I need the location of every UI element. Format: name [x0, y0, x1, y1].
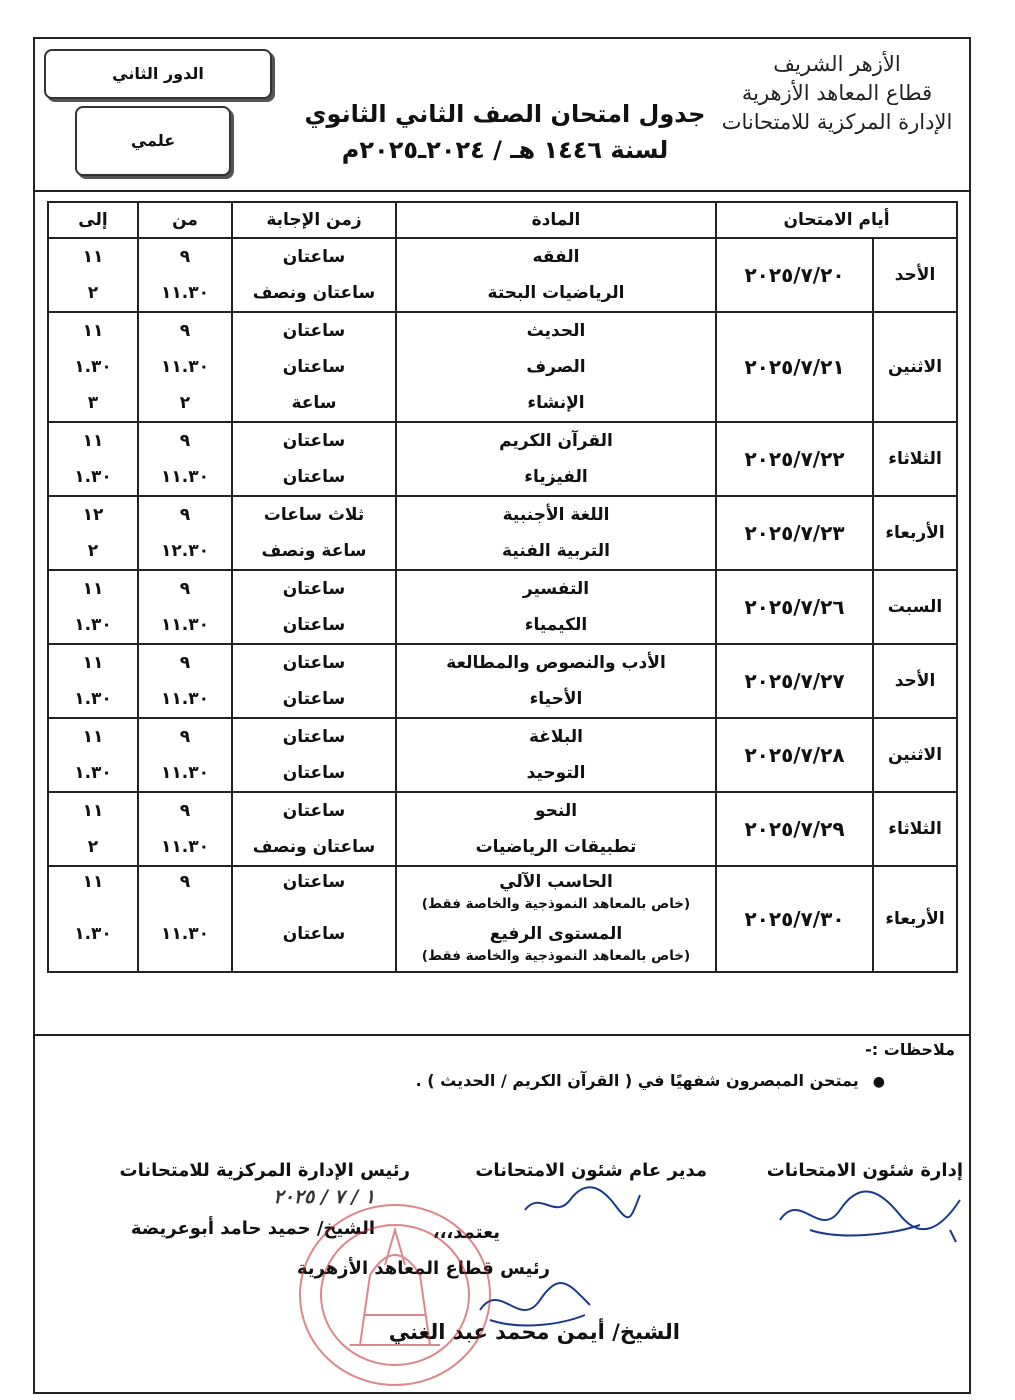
to-line [49, 497, 137, 533]
subject-list [397, 313, 715, 421]
subject-value: الأحياء [529, 689, 583, 709]
from-value: ١١.٣٠ [161, 689, 209, 709]
from-cell [138, 422, 232, 496]
to-line [49, 459, 137, 495]
subject-value: القرآن الكريم [499, 431, 613, 451]
duration-list [233, 497, 395, 569]
day-cell: الأحد [873, 238, 957, 312]
to-line [49, 681, 137, 717]
date-cell: ٢٠٢٥/٧/٢٨ [716, 718, 873, 792]
subject-value: المستوى الرفيع [489, 924, 623, 944]
note-item [416, 1071, 885, 1090]
to-cell [48, 496, 138, 570]
from-line [139, 385, 231, 421]
to-list [49, 645, 137, 717]
from-list [139, 571, 231, 643]
subject-cell [396, 570, 716, 644]
duration-list [233, 239, 395, 311]
to-line [49, 313, 137, 349]
duration-line [233, 793, 395, 829]
sig-exam-affairs: إدارة شئون الامتحانات [766, 1160, 963, 1181]
subject-line [397, 719, 715, 755]
from-cell [138, 644, 232, 718]
duration-value: ساعتان [282, 615, 346, 635]
to-line [49, 423, 137, 459]
to-value: ١١ [82, 653, 104, 673]
to-value: ٣ [87, 393, 99, 413]
duration-value: ساعتان [282, 431, 346, 451]
subject-value: التفسير [522, 579, 590, 599]
subject-value: الإنشاء [527, 393, 585, 413]
subject-line [397, 571, 715, 607]
from-list [139, 645, 231, 717]
to-cell [48, 718, 138, 792]
to-line [49, 239, 137, 275]
duration-value: ساعتان [282, 467, 346, 487]
subject-line [397, 607, 715, 643]
day-cell: الأربعاء [873, 496, 957, 570]
subject-value: تطبيقات الرياضيات [475, 837, 637, 857]
from-list [139, 239, 231, 311]
to-value: ١.٣٠ [74, 615, 112, 635]
subject-note: (خاص بالمعاهد النموذجية والخاصة فقط) [421, 948, 691, 964]
to-list [49, 239, 137, 311]
duration-line [233, 349, 395, 385]
to-cell [48, 644, 138, 718]
duration-line [233, 239, 395, 275]
from-value: ١١.٣٠ [161, 924, 209, 944]
duration-line [233, 275, 395, 311]
from-value: ١١.٣٠ [161, 763, 209, 783]
subject-line [397, 459, 715, 495]
subject-line [397, 385, 715, 421]
date-cell: ٢٠٢٥/٧/٢٩ [716, 792, 873, 866]
from-value: ١٢.٣٠ [161, 541, 209, 561]
subject-line [397, 239, 715, 275]
to-line [49, 349, 137, 385]
table-row [48, 644, 957, 718]
duration-line [233, 867, 395, 919]
to-list [49, 313, 137, 421]
from-list [139, 867, 231, 971]
header-duration: زمن الإجابة [232, 202, 396, 238]
subject-line [397, 645, 715, 681]
duration-line [233, 385, 395, 421]
academic-year: لسنة ١٤٤٦ هـ / ٢٠٢٤ـ٢٠٢٥م [341, 136, 669, 164]
duration-list [233, 793, 395, 865]
header-divider [33, 190, 971, 192]
duration-list [233, 423, 395, 495]
from-line [139, 239, 231, 275]
round-box [44, 49, 272, 99]
duration-value: ساعتان [282, 727, 346, 747]
from-line [139, 607, 231, 643]
from-value: ١١.٣٠ [161, 615, 209, 635]
sig-sector-head-title: رئيس قطاع المعاهد الأزهرية [296, 1258, 550, 1279]
date-cell: ٢٠٢٥/٧/٢٧ [716, 644, 873, 718]
sig-approve-word: يعتمد،،، [432, 1222, 500, 1243]
notes-section [416, 1040, 955, 1090]
from-list [139, 497, 231, 569]
duration-line [233, 497, 395, 533]
date-cell: ٢٠٢٥/٧/٢٦ [716, 570, 873, 644]
date-cell: ٢٠٢٥/٧/٢٠ [716, 238, 873, 312]
from-value: ٩ [179, 505, 191, 525]
table-row [48, 792, 957, 866]
duration-line [233, 919, 395, 971]
to-line [49, 571, 137, 607]
to-value: ٢ [87, 541, 99, 561]
duration-value: ساعتان [282, 924, 346, 944]
subject-list [397, 645, 715, 717]
from-value: ٩ [179, 653, 191, 673]
from-line [139, 755, 231, 791]
to-list [49, 571, 137, 643]
from-line [139, 793, 231, 829]
table-row [48, 422, 957, 496]
subject-value: اللغة الأجنبية [502, 505, 610, 525]
to-list [49, 793, 137, 865]
subject-value: الرياضيات البحتة [487, 283, 625, 303]
to-value: ١١ [82, 247, 104, 267]
to-value: ٢ [87, 837, 99, 857]
to-value: ١.٣٠ [74, 924, 112, 944]
to-line [49, 867, 137, 919]
to-line [49, 719, 137, 755]
to-value: ٢ [87, 283, 99, 303]
duration-cell [232, 312, 396, 422]
from-line [139, 497, 231, 533]
subject-value: الأدب والنصوص والمطالعة [446, 653, 666, 673]
sig-central-head-name: الشيخ/ حميد حامد أبوعريضة [130, 1218, 375, 1239]
to-line [49, 919, 137, 971]
footer-divider [33, 1034, 971, 1036]
subject-line [397, 313, 715, 349]
duration-value: ساعتان [282, 321, 346, 341]
duration-value: ساعتان [282, 689, 346, 709]
note-text: يمتحن المبصرون شفهيًا في ( القرآن الكريم / الحديث ) . [415, 1071, 859, 1090]
notes-title: ملاحظات :- [865, 1040, 955, 1059]
from-line [139, 275, 231, 311]
subject-list [397, 423, 715, 495]
from-value: ٩ [179, 872, 191, 892]
subject-line [397, 867, 715, 919]
to-value: ١١ [82, 801, 104, 821]
subject-value: النحو [534, 801, 578, 821]
duration-cell [232, 422, 396, 496]
track-label: علمي [130, 131, 176, 150]
header-subject: المادة [396, 202, 716, 238]
from-value: ٩ [179, 431, 191, 451]
to-list [49, 867, 137, 971]
duration-cell [232, 718, 396, 792]
to-cell [48, 238, 138, 312]
from-list [139, 793, 231, 865]
to-list [49, 423, 137, 495]
table-row [48, 238, 957, 312]
from-value: ٩ [179, 727, 191, 747]
date-cell: ٢٠٢٥/٧/٢١ [716, 312, 873, 422]
duration-line [233, 645, 395, 681]
signature-scribble-2 [515, 1180, 645, 1230]
subject-value: التوحيد [526, 763, 586, 783]
from-value: ٩ [179, 579, 191, 599]
from-list [139, 719, 231, 791]
date-cell: ٢٠٢٥/٧/٣٠ [716, 866, 873, 972]
duration-value: ثلاث ساعات [263, 505, 365, 525]
to-cell [48, 866, 138, 972]
from-cell [138, 312, 232, 422]
subject-line [397, 919, 715, 971]
from-cell [138, 866, 232, 972]
table-row [48, 496, 957, 570]
from-line [139, 423, 231, 459]
from-line [139, 829, 231, 865]
to-line [49, 755, 137, 791]
subject-value: التربية الفنية [502, 541, 610, 561]
subject-list [397, 867, 715, 971]
to-line [49, 275, 137, 311]
duration-list [233, 313, 395, 421]
duration-line [233, 459, 395, 495]
from-line [139, 459, 231, 495]
to-value: ١.٣٠ [74, 689, 112, 709]
day-cell: الأحد [873, 644, 957, 718]
date-cell: ٢٠٢٥/٧/٢٣ [716, 496, 873, 570]
duration-cell [232, 792, 396, 866]
duration-line [233, 829, 395, 865]
duration-value: ساعتان ونصف [252, 283, 376, 303]
subject-value: الفقه [532, 247, 580, 267]
to-value: ١١ [82, 872, 104, 892]
duration-value: ساعتان [282, 801, 346, 821]
duration-value: ساعة ونصف [261, 541, 367, 561]
table-header-row [48, 202, 957, 238]
from-line [139, 349, 231, 385]
duration-line [233, 681, 395, 717]
subject-cell [396, 644, 716, 718]
duration-cell [232, 644, 396, 718]
header-to: إلى [48, 202, 138, 238]
round-label: الدور الثاني [112, 64, 204, 83]
duration-list [233, 719, 395, 791]
org-line-1: الأزهر الشريف [773, 52, 901, 76]
from-line [139, 313, 231, 349]
subject-cell [396, 718, 716, 792]
from-value: ١١.٣٠ [161, 357, 209, 377]
to-value: ١١ [82, 727, 104, 747]
table-row [48, 570, 957, 644]
subject-list [397, 497, 715, 569]
subject-list [397, 719, 715, 791]
subject-line [397, 681, 715, 717]
to-line [49, 829, 137, 865]
track-box [75, 106, 231, 176]
duration-line [233, 533, 395, 569]
subject-list [397, 239, 715, 311]
duration-line [233, 571, 395, 607]
duration-line [233, 313, 395, 349]
day-cell: الثلاثاء [873, 422, 957, 496]
from-value: ١١.٣٠ [161, 837, 209, 857]
sig-central-head-title: رئيس الإدارة المركزية للامتحانات [119, 1160, 410, 1181]
from-cell [138, 570, 232, 644]
table-row [48, 866, 957, 972]
subject-value: الفيزياء [524, 467, 588, 487]
subject-cell [396, 866, 716, 972]
to-line [49, 607, 137, 643]
subject-value: البلاغة [529, 727, 583, 747]
signature-scribble-1 [770, 1180, 970, 1250]
duration-line [233, 607, 395, 643]
subject-line [397, 793, 715, 829]
duration-value: ساعتان [282, 653, 346, 673]
duration-line [233, 755, 395, 791]
subject-line [397, 755, 715, 791]
from-value: ١١.٣٠ [161, 283, 209, 303]
from-line [139, 645, 231, 681]
subject-line [397, 829, 715, 865]
to-line [49, 533, 137, 569]
to-cell [48, 570, 138, 644]
to-line [49, 645, 137, 681]
to-line [49, 385, 137, 421]
from-line [139, 719, 231, 755]
subject-value: الكيمياء [524, 615, 588, 635]
subject-cell [396, 422, 716, 496]
duration-cell [232, 496, 396, 570]
to-cell [48, 792, 138, 866]
subject-note: (خاص بالمعاهد النموذجية والخاصة فقط) [421, 896, 691, 912]
institution-header [717, 50, 957, 137]
from-list [139, 423, 231, 495]
subject-line [397, 533, 715, 569]
to-cell [48, 312, 138, 422]
to-value: ١.٣٠ [74, 357, 112, 377]
duration-line [233, 719, 395, 755]
official-seal-stamp [290, 1195, 500, 1395]
to-value: ١١ [82, 431, 104, 451]
subject-list [397, 793, 715, 865]
from-value: ١١.٣٠ [161, 467, 209, 487]
header-from: من [138, 202, 232, 238]
duration-value: ساعتان [282, 357, 346, 377]
subject-line [397, 275, 715, 311]
exam-schedule-table [47, 201, 958, 973]
duration-list [233, 645, 395, 717]
from-line [139, 533, 231, 569]
table-row [48, 312, 957, 422]
to-line [49, 793, 137, 829]
to-value: ١.٣٠ [74, 763, 112, 783]
from-value: ٩ [179, 247, 191, 267]
subject-cell [396, 238, 716, 312]
duration-cell [232, 866, 396, 972]
to-value: ١.٣٠ [74, 467, 112, 487]
from-cell [138, 238, 232, 312]
from-cell [138, 718, 232, 792]
to-value: ١٢ [82, 505, 104, 525]
duration-cell [232, 238, 396, 312]
subject-value: الصرف [526, 357, 586, 377]
from-line [139, 867, 231, 919]
duration-value: ساعة [291, 393, 337, 413]
day-cell: السبت [873, 570, 957, 644]
duration-value: ساعتان [282, 763, 346, 783]
duration-value: ساعتان [282, 247, 346, 267]
to-list [49, 497, 137, 569]
day-cell: الاثنين [873, 718, 957, 792]
from-line [139, 919, 231, 971]
org-line-3: الإدارة المركزية للامتحانات [721, 110, 953, 134]
from-value: ٢ [179, 393, 191, 413]
subject-line [397, 423, 715, 459]
from-value: ٩ [179, 801, 191, 821]
sig-general-manager: مدير عام شئون الامتحانات [475, 1160, 707, 1181]
day-cell: الأربعاء [873, 866, 957, 972]
header-days: أيام الامتحان [716, 202, 957, 238]
day-cell: الاثنين [873, 312, 957, 422]
to-cell [48, 422, 138, 496]
to-value: ١١ [82, 579, 104, 599]
subject-list [397, 571, 715, 643]
subject-line [397, 497, 715, 533]
duration-value: ساعتان ونصف [252, 837, 376, 857]
day-cell: الثلاثاء [873, 792, 957, 866]
from-line [139, 571, 231, 607]
from-line [139, 681, 231, 717]
duration-value: ساعتان [282, 872, 346, 892]
subject-value: الحاسب الآلي [499, 872, 613, 892]
sig-central-head-date: ١ / ٧ / ٢٠٢٥ [273, 1186, 375, 1208]
to-value: ١١ [82, 321, 104, 341]
bullet-icon: ● [872, 1074, 885, 1090]
from-list [139, 313, 231, 421]
duration-value: ساعتان [282, 579, 346, 599]
duration-list [233, 867, 395, 971]
duration-cell [232, 570, 396, 644]
date-cell: ٢٠٢٥/٧/٢٢ [716, 422, 873, 496]
sig-sector-head-name: الشيخ/ أيمن محمد عبد الغني [388, 1320, 680, 1344]
duration-list [233, 571, 395, 643]
subject-value: الحديث [526, 321, 586, 341]
from-value: ٩ [179, 321, 191, 341]
to-list [49, 719, 137, 791]
table-row [48, 718, 957, 792]
duration-line [233, 423, 395, 459]
page-title: جدول امتحان الصف الثاني الثانوي [304, 100, 706, 128]
subject-cell [396, 312, 716, 422]
subject-cell [396, 792, 716, 866]
from-cell [138, 496, 232, 570]
subject-line [397, 349, 715, 385]
from-cell [138, 792, 232, 866]
subject-cell [396, 496, 716, 570]
org-line-2: قطاع المعاهد الأزهرية [741, 81, 933, 105]
